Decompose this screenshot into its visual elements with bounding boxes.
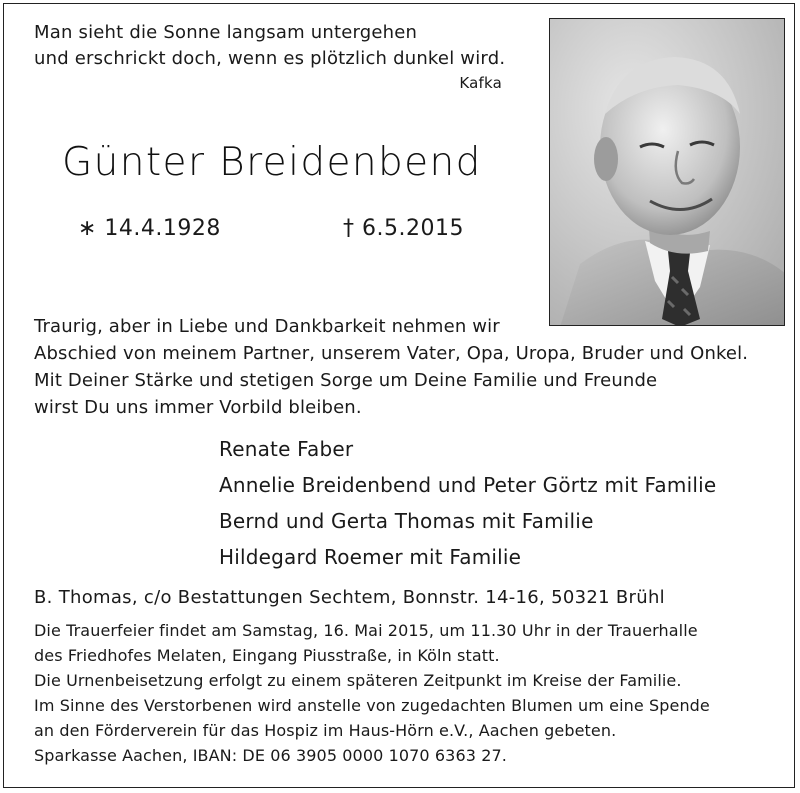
details-line: an den Förderverein für das Hospiz im Haus-Hörn e.V., Aachen gebeten. bbox=[34, 721, 617, 740]
birth-date: ∗ 14.4.1928 bbox=[78, 216, 221, 241]
details-line: Die Urnenbeisetzung erfolgt zu einem späteren Zeitpunkt im Kreise der Familie. bbox=[34, 671, 682, 690]
details-line: Im Sinne des Verstorbenen wird anstelle von zugedachten Blumen um eine Spende bbox=[34, 696, 710, 715]
contact-address: B. Thomas, c/o Bestattungen Sechtem, Bonnstr. 14-16, 50321 Brühl bbox=[34, 587, 665, 608]
mourners-list bbox=[219, 431, 716, 575]
epigraph bbox=[34, 20, 504, 94]
details-line: Sparkasse Aachen, IBAN: DE 06 3905 0000 1070 6363 27. bbox=[34, 746, 507, 765]
funeral-details bbox=[34, 618, 784, 768]
epigraph-line: und erschrickt doch, wenn es plötzlich dunkel wird. bbox=[34, 48, 506, 69]
message-line: Mit Deiner Stärke und stetigen Sorge um Deine Familie und Freunde bbox=[34, 370, 658, 391]
message-line: Abschied von meinem Partner, unserem Vater, Opa, Uropa, Bruder und Onkel. bbox=[34, 343, 749, 364]
mourner-name: Hildegard Roemer mit Familie bbox=[219, 545, 522, 569]
mourner-name: Renate Faber bbox=[219, 437, 354, 461]
mourner-name: Annelie Breidenbend und Peter Görtz mit Familie bbox=[219, 473, 717, 497]
details-line: Die Trauerfeier findet am Samstag, 16. Mai 2015, um 11.30 Uhr in der Trauerhalle bbox=[34, 621, 698, 640]
ear-shape bbox=[594, 137, 618, 181]
death-date: † 6.5.2015 bbox=[343, 216, 464, 241]
message-line: Traurig, aber in Liebe und Dankbarkeit nehmen wir bbox=[34, 316, 500, 337]
portrait-photo bbox=[549, 18, 785, 326]
mourner-name: Bernd und Gerta Thomas mit Familie bbox=[219, 509, 594, 533]
epigraph-author: Kafka bbox=[459, 74, 502, 92]
deceased-name: Günter Breidenbend bbox=[62, 140, 482, 185]
epigraph-line: Man sieht die Sonne langsam untergehen bbox=[34, 22, 418, 43]
condolence-message bbox=[34, 313, 774, 421]
details-line: des Friedhofes Melaten, Eingang Piusstraße, in Köln statt. bbox=[34, 646, 500, 665]
message-line: wirst Du uns immer Vorbild bleiben. bbox=[34, 397, 362, 418]
portrait-illustration bbox=[550, 19, 785, 326]
